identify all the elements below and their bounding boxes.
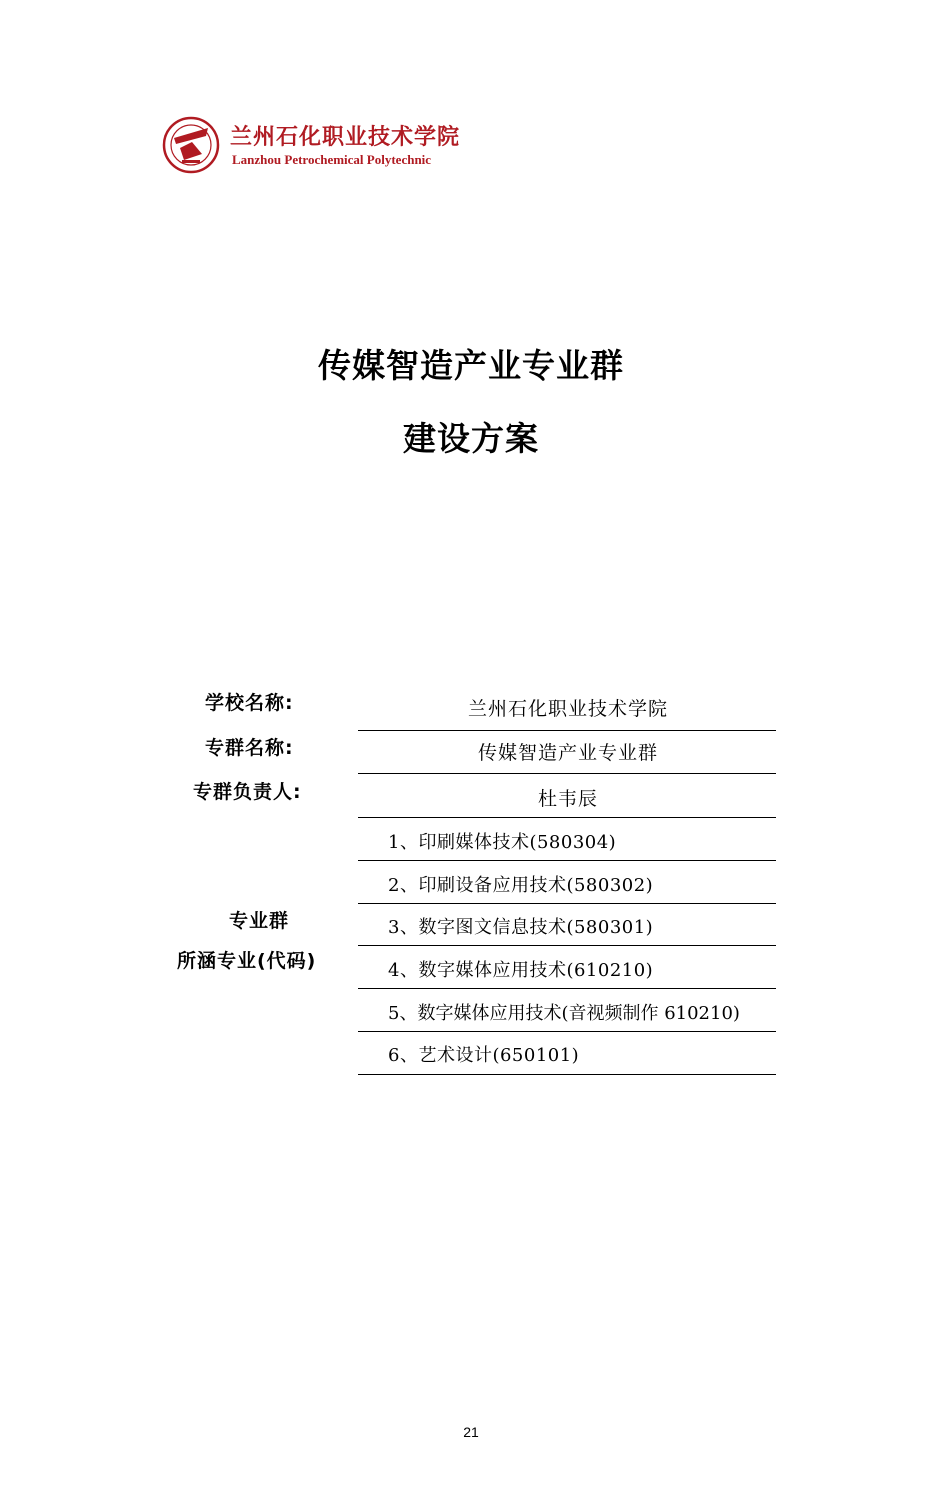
logo-chinese-name: 兰州石化职业技术学院 [230,124,461,150]
logo-english-name: Lanzhou Petrochemical Polytechnic [232,152,432,167]
divider [358,988,776,989]
group-name-value: 传媒智造产业专业群 [477,742,658,764]
group-name-label: 专群名称: [205,737,294,759]
divider [358,860,776,861]
document-title: 传媒智造产业专业群 [318,346,624,385]
group-leader-label: 专群负责人: [193,781,302,803]
major-item: 6、艺术设计(650101) [388,1045,580,1066]
divider [358,903,776,904]
majors-label-line1: 专业群 [229,910,290,932]
divider [358,1031,776,1032]
page-number: 21 [463,1424,479,1440]
divider [358,817,776,818]
school-name-label: 学校名称: [205,692,294,714]
divider [358,1074,776,1075]
divider [358,730,776,731]
document-subtitle: 建设方案 [403,419,539,458]
major-item: 5、数字媒体应用技术(音视频制作 610210) [388,1003,740,1024]
major-item: 3、数字图文信息技术(580301) [388,917,654,938]
school-seal-icon [162,116,220,174]
majors-label-line2: 所涵专业(代码) [177,950,317,972]
school-name-value: 兰州石化职业技术学院 [467,698,668,720]
group-leader-value: 杜韦辰 [537,788,598,810]
major-item: 1、印刷媒体技术(580304) [388,832,617,853]
divider [358,773,776,774]
major-item: 2、印刷设备应用技术(580302) [388,875,654,896]
divider [358,945,776,946]
major-item: 4、数字媒体应用技术(610210) [388,960,654,981]
school-logo [162,116,492,176]
